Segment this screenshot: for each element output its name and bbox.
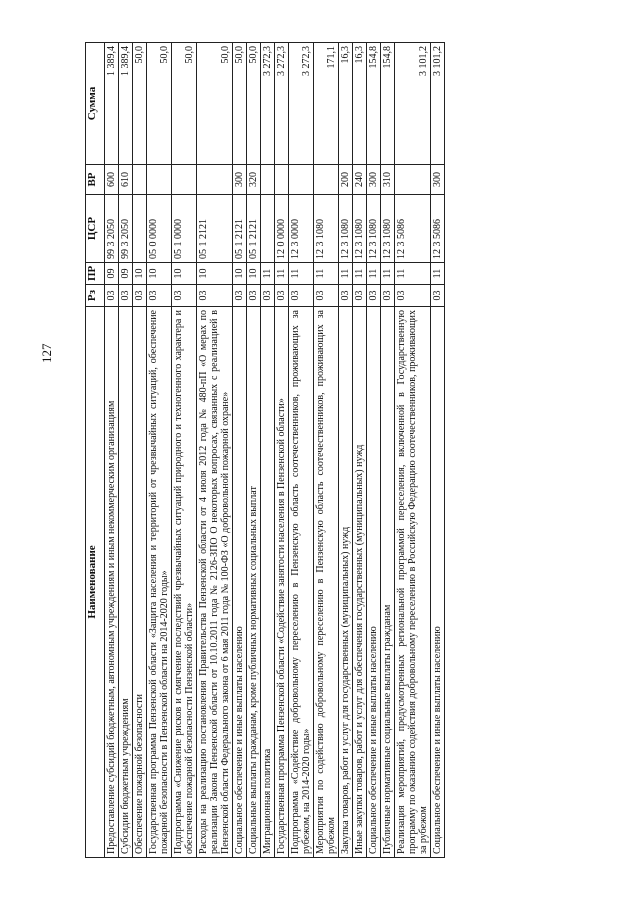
cell-csr	[261, 195, 275, 263]
cell-sum: 16,3	[339, 43, 353, 165]
cell-vr	[147, 165, 172, 195]
cell-vr: 300	[367, 165, 381, 195]
table-row	[147, 43, 172, 858]
cell-pr: 11	[367, 263, 381, 285]
budget-table	[85, 42, 445, 858]
cell-csr: 05 1 2121	[233, 195, 247, 263]
cell-name: Социальное обеспечение и иные выплаты населению	[431, 307, 445, 858]
cell-sum: 50,0	[133, 43, 147, 165]
header-csr: ЦСР	[86, 195, 105, 263]
cell-name: Расходы на реализацию постановления Правительства Пензенской области от 4 июля 2012 года № 480-пП «О мерах по реализации Закона Пензенской области от 10.10.2011 года № 2126-ЗПО О некоторых вопросах, связанных с реализацией в Пензенской области Федерального закона от 6 мая 2011 года № 100-ФЗ «О добровольной пожарной охране»	[197, 307, 233, 858]
cell-csr: 12 3 1080	[381, 195, 395, 263]
cell-name: Закупка товаров, работ и услуг для государственных (муниципальных) нужд	[339, 307, 353, 858]
table-row	[172, 43, 197, 858]
table-row	[261, 43, 275, 858]
cell-vr: 240	[353, 165, 367, 195]
table-row	[353, 43, 367, 858]
cell-name: Социальное обеспечение и иные выплаты населению	[367, 307, 381, 858]
cell-rz: 03	[247, 285, 261, 307]
cell-vr: 320	[247, 165, 261, 195]
cell-csr: 05 0 0000	[147, 195, 172, 263]
cell-csr: 12 3 5086	[395, 195, 431, 263]
cell-sum: 50,0	[247, 43, 261, 165]
cell-rz: 03	[105, 285, 119, 307]
cell-rz: 03	[197, 285, 233, 307]
table-row	[233, 43, 247, 858]
page-number: 127	[39, 343, 54, 363]
table-row	[314, 43, 339, 858]
cell-rz: 03	[119, 285, 133, 307]
cell-csr: 05 1 2121	[197, 195, 233, 263]
header-vr: ВР	[86, 165, 105, 195]
cell-sum: 50,0	[233, 43, 247, 165]
cell-name: Подпрограмма «Содействие добровольному переселению в Пензенскую область соотечественников, проживающих за рубежом, на 2014-2020 годы»	[289, 307, 314, 858]
cell-sum: 3 272,3	[289, 43, 314, 165]
table-row	[247, 43, 261, 858]
cell-rz: 03	[353, 285, 367, 307]
cell-csr: 05 1 2121	[247, 195, 261, 263]
cell-sum: 16,3	[353, 43, 367, 165]
cell-vr: 600	[105, 165, 119, 195]
cell-pr: 10	[247, 263, 261, 285]
cell-name: Иные закупки товаров, работ и услуг для обеспечения государственных (муниципальных) нужд	[353, 307, 367, 858]
cell-name: Субсидии бюджетным учреждениям	[119, 307, 133, 858]
cell-csr: 05 1 0000	[172, 195, 197, 263]
cell-vr	[197, 165, 233, 195]
cell-rz: 03	[172, 285, 197, 307]
cell-name: Публичные нормативные социальные выплаты гражданам	[381, 307, 395, 858]
cell-csr: 99 3 2050	[105, 195, 119, 263]
table-row	[431, 43, 445, 858]
cell-pr: 11	[275, 263, 289, 285]
cell-csr	[133, 195, 147, 263]
cell-pr: 10	[133, 263, 147, 285]
cell-name: Мероприятия по содействию добровольному переселению в Пензенскую область соотечественников, проживающих за рубежом	[314, 307, 339, 858]
cell-vr: 200	[339, 165, 353, 195]
cell-rz: 03	[147, 285, 172, 307]
table-row	[339, 43, 353, 858]
cell-sum: 154,8	[381, 43, 395, 165]
cell-pr: 11	[353, 263, 367, 285]
table-row	[119, 43, 133, 858]
cell-rz: 03	[289, 285, 314, 307]
cell-sum: 50,0	[172, 43, 197, 165]
table-row	[289, 43, 314, 858]
cell-csr: 99 3 2050	[119, 195, 133, 263]
table-row	[105, 43, 119, 858]
cell-sum: 154,8	[367, 43, 381, 165]
cell-rz: 03	[314, 285, 339, 307]
header-rz: Рз	[86, 285, 105, 307]
cell-vr	[275, 165, 289, 195]
cell-vr	[133, 165, 147, 195]
cell-csr: 12 3 5086	[431, 195, 445, 263]
cell-rz: 03	[395, 285, 431, 307]
cell-csr: 12 3 0000	[289, 195, 314, 263]
header-sum: Сумма	[86, 43, 105, 165]
table-row	[381, 43, 395, 858]
cell-rz: 03	[233, 285, 247, 307]
cell-name: Предоставление субсидий бюджетным, автономным учреждениям и иным некоммерческим организациям	[105, 307, 119, 858]
cell-pr: 11	[289, 263, 314, 285]
cell-vr	[172, 165, 197, 195]
table-row	[395, 43, 431, 858]
cell-sum: 1 389,4	[119, 43, 133, 165]
cell-pr: 10	[233, 263, 247, 285]
cell-pr: 11	[395, 263, 431, 285]
cell-rz: 03	[133, 285, 147, 307]
cell-vr: 300	[233, 165, 247, 195]
cell-csr: 12 3 1080	[339, 195, 353, 263]
cell-sum: 50,0	[197, 43, 233, 165]
cell-vr	[289, 165, 314, 195]
cell-vr: 610	[119, 165, 133, 195]
cell-csr: 12 3 1080	[314, 195, 339, 263]
cell-rz: 03	[275, 285, 289, 307]
cell-name: Государственная программа Пензенской области «Защита населения и территорий от чрезвычайных ситуаций, обеспечение пожарной безопасности в Пензенской области на 2014-2020 годы»	[147, 307, 172, 858]
cell-sum: 3 101,2	[395, 43, 431, 165]
cell-name: Государственная программа Пензенской области «Содействие занятости населения в Пензенской области»	[275, 307, 289, 858]
table-row	[133, 43, 147, 858]
cell-vr	[314, 165, 339, 195]
cell-pr: 11	[381, 263, 395, 285]
table-row	[367, 43, 381, 858]
cell-vr: 310	[381, 165, 395, 195]
cell-name: Социальные выплаты гражданам, кроме публичных нормативных социальных выплат	[247, 307, 261, 858]
cell-name: Реализация мероприятий, предусмотренных региональной программой переселения, включенной в Государственную программу по оказанию содействия добровольному переселению в Российскую Федерацию соотечественников, проживающих за рубежом	[395, 307, 431, 858]
cell-name: Подпрограмма «Снижение рисков и смягчение последствий чрезвычайных ситуаций природного и техногенного характера и обеспечение пожарной безопасности Пензенской области»	[172, 307, 197, 858]
table-row	[197, 43, 233, 858]
cell-rz: 03	[367, 285, 381, 307]
cell-sum: 3 101,2	[431, 43, 445, 165]
cell-pr: 11	[431, 263, 445, 285]
cell-sum: 3 272,3	[275, 43, 289, 165]
cell-csr: 12 0 0000	[275, 195, 289, 263]
cell-sum: 50,0	[147, 43, 172, 165]
cell-sum: 171,1	[314, 43, 339, 165]
header-pr: ПР	[86, 263, 105, 285]
cell-name: Обеспечение пожарной безопасности	[133, 307, 147, 858]
cell-rz: 03	[339, 285, 353, 307]
cell-name: Социальное обеспечение и иные выплаты населению	[233, 307, 247, 858]
cell-rz: 03	[261, 285, 275, 307]
header-name: Наименование	[86, 307, 105, 858]
cell-pr: 10	[172, 263, 197, 285]
table-header-row	[86, 43, 105, 858]
cell-pr: 10	[147, 263, 172, 285]
table-row	[275, 43, 289, 858]
cell-pr: 11	[314, 263, 339, 285]
cell-pr: 09	[105, 263, 119, 285]
cell-pr: 09	[119, 263, 133, 285]
cell-vr	[261, 165, 275, 195]
cell-name: Миграционная политика	[261, 307, 275, 858]
cell-csr: 12 3 1080	[367, 195, 381, 263]
budget-table-page	[85, 43, 555, 858]
cell-rz: 03	[431, 285, 445, 307]
cell-sum: 1 389,4	[105, 43, 119, 165]
cell-rz: 03	[381, 285, 395, 307]
cell-csr: 12 3 1080	[353, 195, 367, 263]
cell-sum: 3 272,3	[261, 43, 275, 165]
cell-pr: 11	[261, 263, 275, 285]
cell-pr: 11	[339, 263, 353, 285]
cell-vr	[395, 165, 431, 195]
cell-pr: 10	[197, 263, 233, 285]
cell-vr: 300	[431, 165, 445, 195]
